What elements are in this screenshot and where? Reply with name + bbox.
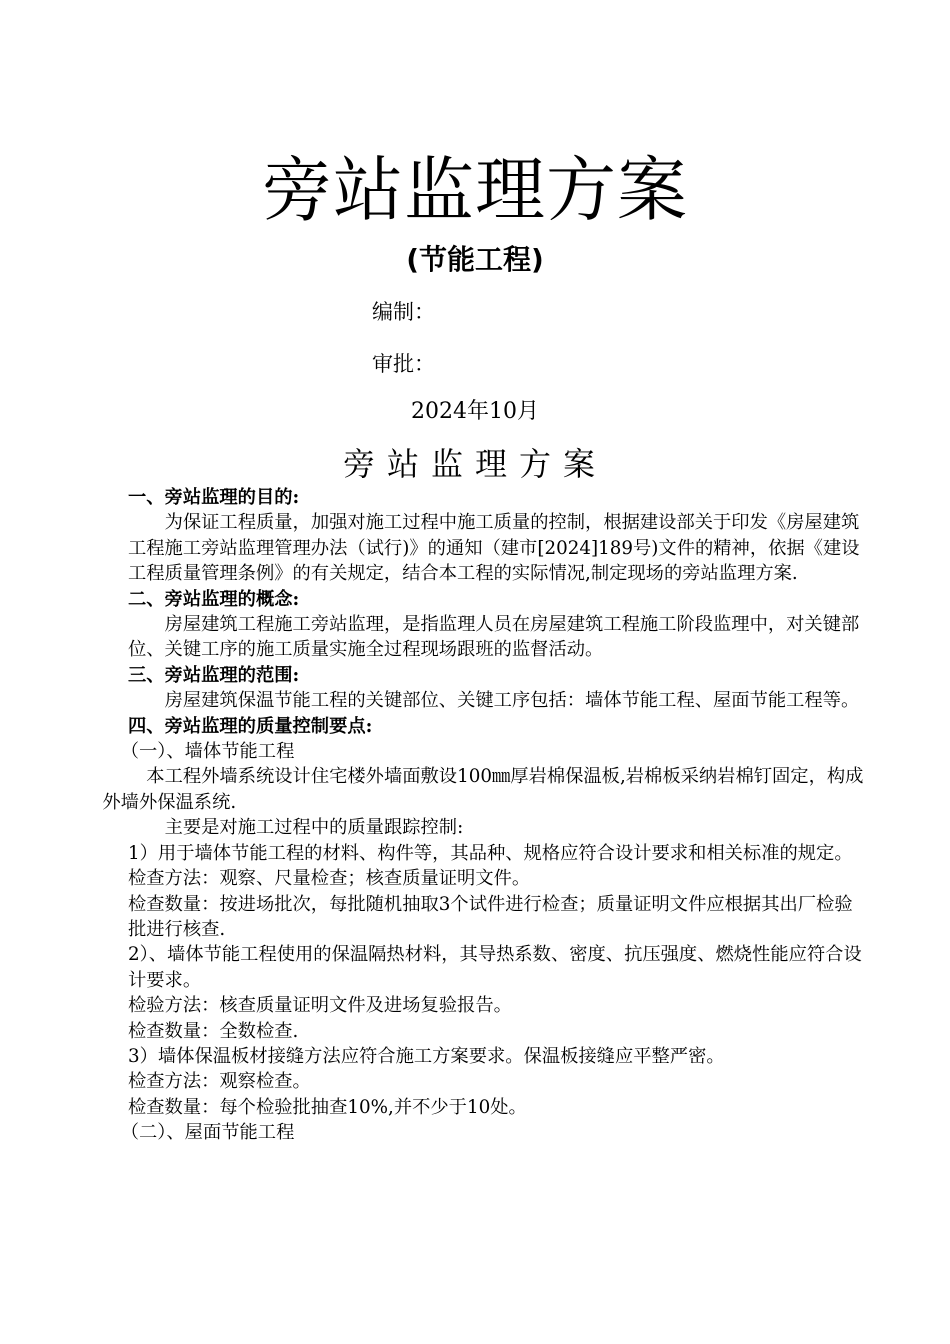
cover-subtitle: (节能工程) (406, 243, 544, 276)
item-3-joints: 3）墙体保温板材接缝方法应符合施工方案要求。保温板接缝应平整严密。 (128, 1045, 725, 1067)
document-body (102, 485, 864, 1146)
section-heading-purpose: 一、旁站监理的目的: (128, 487, 300, 508)
section-heading-scope: 三、旁站监理的范围: (128, 664, 300, 686)
subsection-wall-energy: （一）、墙体节能工程 (120, 741, 295, 763)
paragraph-main-control: 主要是对施工过程中的质量跟踪控制: (164, 817, 464, 839)
item-2-check-method: 检验方法：核查质量证明文件及进场复验报告。 (128, 995, 512, 1017)
paragraph-purpose: 为保证工程质量，加强对施工过程中施工质量的控制，根据建设部关于印发《房屋建筑工程施工旁站监理管理办法（试行)》的通知（建市[2024]189号)文件的精神，依据《建设工程质量管理条例》的有关规定，结合本工程的实际情况,制定现场的旁站监理方案. (128, 512, 860, 585)
section-heading-quality-control: 四、旁站监理的质量控制要点: (128, 715, 373, 737)
document-title: 旁站监理方案 (342, 445, 607, 483)
paragraph-concept: 房屋建筑工程施工旁站监理，是指监理人员在房屋建筑工程施工阶段监理中，对关键部位、关键工序的施工质量实施全过程现场跟班的监督活动。 (128, 614, 860, 661)
item-2-insulation: 2）、墙体节能工程使用的保温隔热材料，其导热系数、密度、抗压强度、燃烧性能应符合设计要求。 (128, 944, 862, 991)
item-1-check-quantity: 检查数量：按进场批次，每批随机抽取3个试件进行检查；质量证明文件应根据其出厂检验批进行核查. (128, 893, 853, 940)
cover-title: 旁站监理方案 (262, 149, 688, 231)
item-3-check-method: 检查方法：观察检查。 (128, 1071, 311, 1093)
subsection-roof-energy: （二）、屋面节能工程 (120, 1122, 295, 1144)
item-2-check-quantity: 检查数量：全数检查. (128, 1020, 299, 1042)
compiler-label: 编制： (372, 300, 435, 324)
paragraph-scope: 房屋建筑保温节能工程的关键部位、关键工序包括：墙体节能工程、屋面节能工程等。 (164, 690, 860, 712)
item-1-materials: 1）用于墙体节能工程的材料、构件等，其品种、规格应符合设计要求和相关标准的规定。 (128, 842, 853, 864)
item-1-check-method: 检查方法：观察、尺量检查；核查质量证明文件。 (128, 868, 531, 890)
cover-date: 2024年10月 (411, 399, 539, 424)
section-heading-concept: 二、旁站监理的概念: (128, 588, 300, 610)
approver-label: 审批： (372, 352, 435, 376)
item-3-check-quantity: 检查数量：每个检验批抽查10%,并不少于10处。 (128, 1096, 527, 1118)
paragraph-wall-system: 本工程外墙系统设计住宅楼外墙面敷设100㎜厚岩棉保温板,岩棉板采纳岩棉钉固定，构成外墙外保温系统. (102, 766, 864, 813)
